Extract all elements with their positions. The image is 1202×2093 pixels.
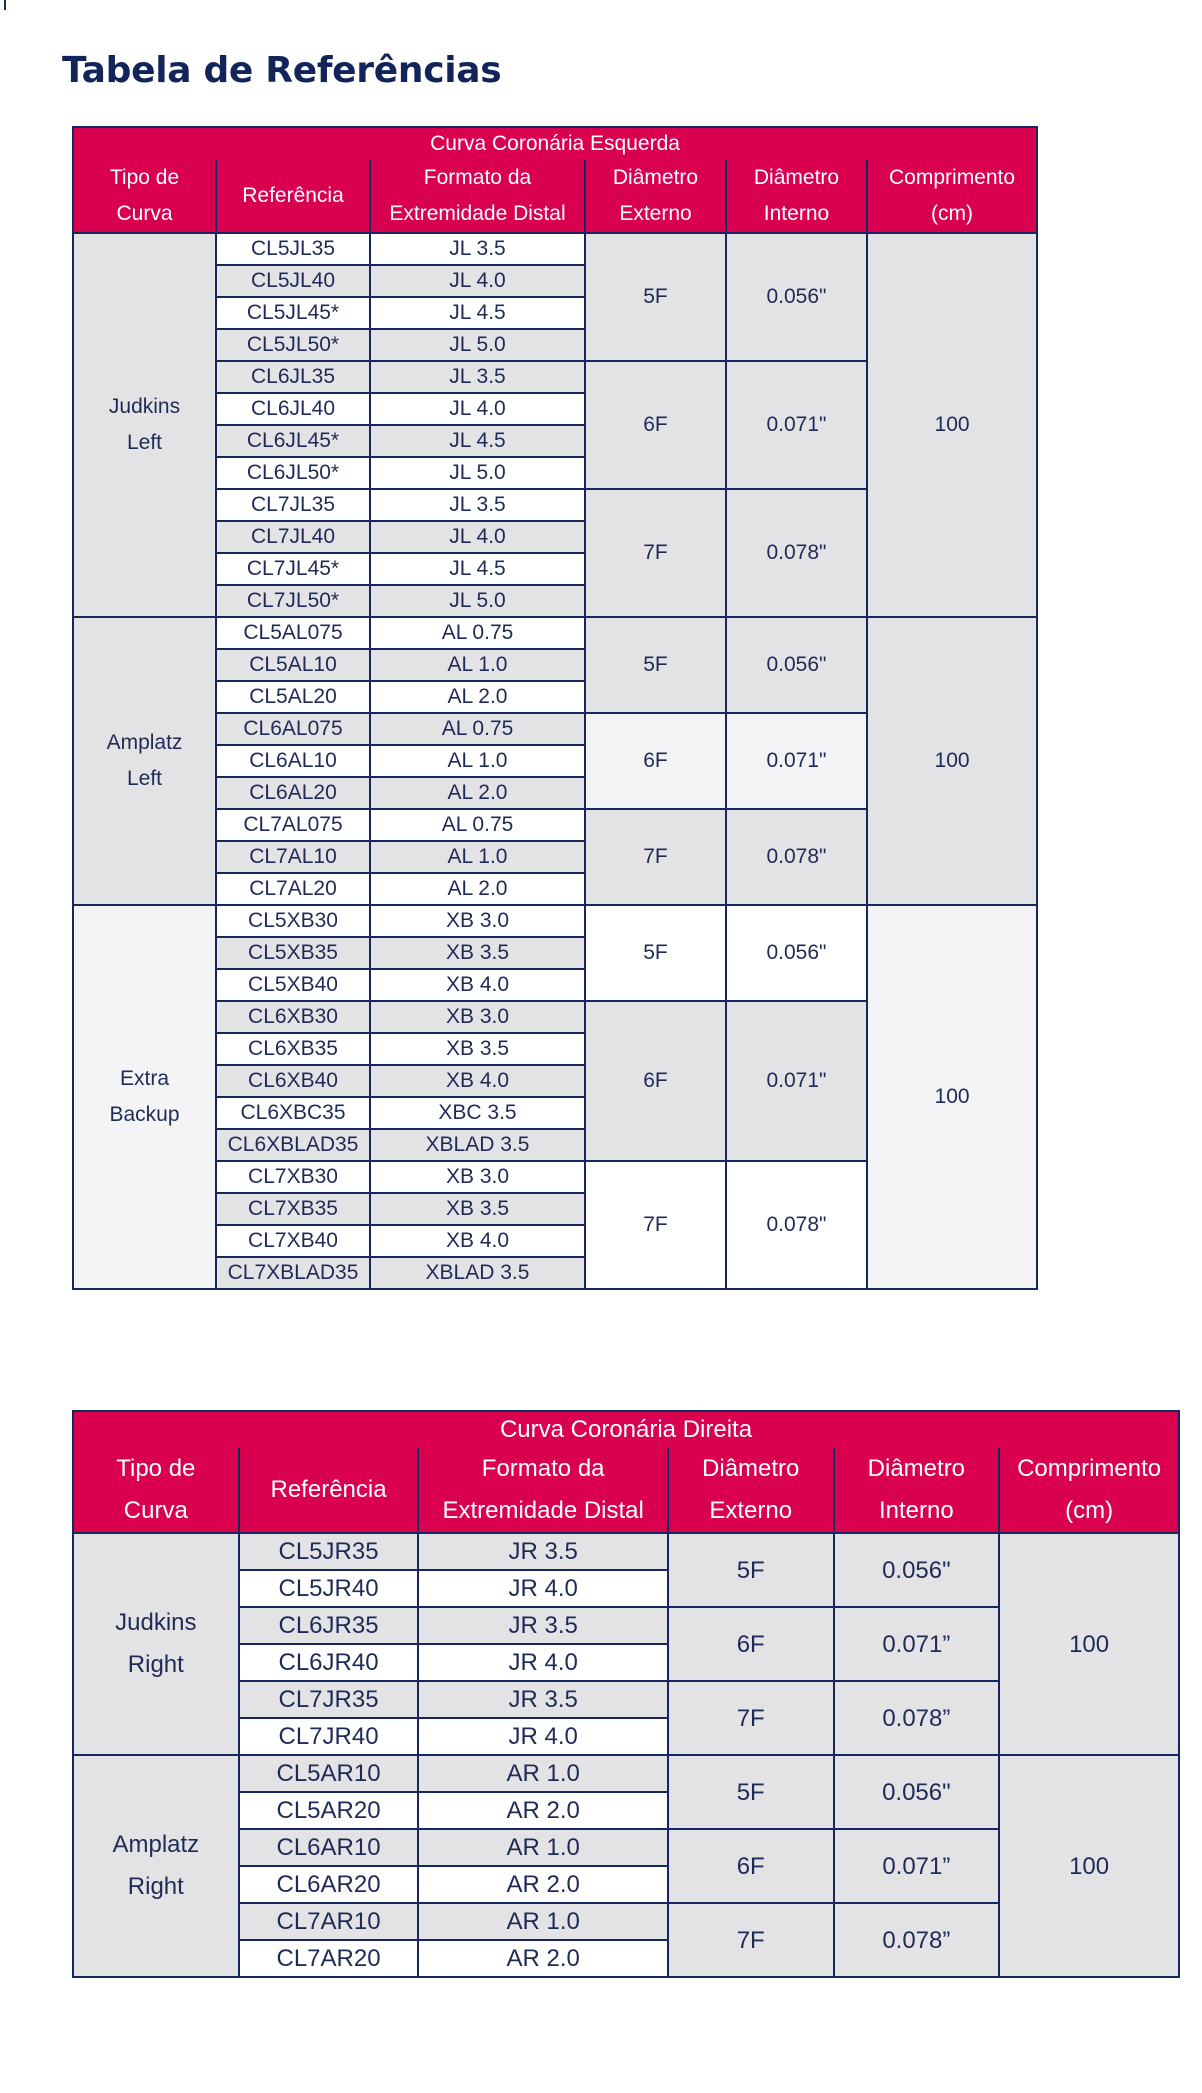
reference-cell: CL7JL45* xyxy=(216,553,370,585)
reference-cell: CL6XB35 xyxy=(216,1033,370,1065)
inner-diameter-cell: 0.071" xyxy=(726,1001,867,1161)
reference-cell: CL5JR35 xyxy=(239,1533,419,1570)
inner-diameter-cell: 0.056" xyxy=(726,233,867,361)
curve-type-cell xyxy=(73,617,216,905)
inner-diameter-cell: 0.071” xyxy=(834,1607,1000,1681)
header-formato-line-2: Extremidade Distal xyxy=(389,202,566,225)
length-cell: 100 xyxy=(867,233,1037,617)
curve-type-line-1: Judkins xyxy=(108,395,181,418)
inner-diameter-cell: 0.071" xyxy=(726,713,867,809)
header-diametro-interno-line-1: Diâmetro xyxy=(753,166,840,189)
inner-diameter-cell: 0.078" xyxy=(726,489,867,617)
distal-tip-cell: AL 2.0 xyxy=(370,777,585,809)
inner-diameter-cell: 0.056" xyxy=(726,617,867,713)
distal-tip-cell: JL 4.5 xyxy=(370,297,585,329)
distal-tip-cell: JL 3.5 xyxy=(370,233,585,265)
header-formato xyxy=(418,1448,667,1533)
table-title: Curva Coronária Direita xyxy=(73,1411,1179,1448)
distal-tip-cell: JR 3.5 xyxy=(418,1607,667,1644)
distal-tip-cell: AL 1.0 xyxy=(370,841,585,873)
outer-diameter-cell: 7F xyxy=(585,809,726,905)
distal-tip-cell: JR 3.5 xyxy=(418,1533,667,1570)
header-diametro-externo-line-2: Externo xyxy=(709,1497,793,1524)
table-row xyxy=(73,905,1037,937)
distal-tip-cell: XBLAD 3.5 xyxy=(370,1257,585,1289)
outer-diameter-cell: 5F xyxy=(585,617,726,713)
header-comprimento-line-2: (cm) xyxy=(1065,1497,1114,1524)
header-tipo-line-2: Curva xyxy=(116,202,173,225)
reference-cell: CL6XBLAD35 xyxy=(216,1129,370,1161)
reference-cell: CL7AR20 xyxy=(239,1940,419,1977)
header-formato-line-1: Formato da xyxy=(481,1455,605,1482)
distal-tip-cell: JL 4.0 xyxy=(370,265,585,297)
reference-cell: CL5XB30 xyxy=(216,905,370,937)
header-referencia: Referência xyxy=(239,1448,419,1533)
inner-diameter-cell: 0.056" xyxy=(834,1533,1000,1607)
curve-type-line-2: Backup xyxy=(109,1103,180,1126)
reference-cell: CL5AL10 xyxy=(216,649,370,681)
reference-cell: CL5JR40 xyxy=(239,1570,419,1607)
distal-tip-cell: AL 0.75 xyxy=(370,809,585,841)
distal-tip-cell: JL 3.5 xyxy=(370,361,585,393)
distal-tip-cell: JR 3.5 xyxy=(418,1681,667,1718)
distal-tip-cell: JL 5.0 xyxy=(370,329,585,361)
distal-tip-cell: XB 3.0 xyxy=(370,905,585,937)
distal-tip-cell: JL 3.5 xyxy=(370,489,585,521)
header-diametro-externo-line-1: Diâmetro xyxy=(702,1455,800,1482)
reference-cell: CL5AR20 xyxy=(239,1792,419,1829)
reference-cell: CL7XBLAD35 xyxy=(216,1257,370,1289)
reference-cell: CL7JL40 xyxy=(216,521,370,553)
inner-diameter-cell: 0.078” xyxy=(834,1903,1000,1977)
distal-tip-cell: XB 3.0 xyxy=(370,1001,585,1033)
curve-type-line-1: Extra xyxy=(119,1067,169,1090)
reference-cell: CL5AR10 xyxy=(239,1755,419,1792)
curve-type-line-2: Right xyxy=(127,1873,184,1900)
header-tipo xyxy=(73,160,216,233)
reference-cell: CL6JL45* xyxy=(216,425,370,457)
distal-tip-cell: XB 4.0 xyxy=(370,969,585,1001)
curve-type-cell xyxy=(73,1755,239,1977)
distal-tip-cell: JL 4.0 xyxy=(370,393,585,425)
distal-tip-cell: AL 0.75 xyxy=(370,617,585,649)
curve-type-line-1: Amplatz xyxy=(106,731,183,754)
outer-diameter-cell: 5F xyxy=(585,905,726,1001)
reference-cell: CL7AL075 xyxy=(216,809,370,841)
header-diametro-externo-line-1: Diâmetro xyxy=(612,166,699,189)
inner-diameter-cell: 0.071” xyxy=(834,1829,1000,1903)
distal-tip-cell: AR 2.0 xyxy=(418,1866,667,1903)
reference-cell: CL7XB35 xyxy=(216,1193,370,1225)
outer-diameter-cell: 6F xyxy=(585,1001,726,1161)
distal-tip-cell: AR 2.0 xyxy=(418,1792,667,1829)
reference-cell: CL5XB40 xyxy=(216,969,370,1001)
distal-tip-cell: XB 3.0 xyxy=(370,1161,585,1193)
distal-tip-cell: JR 4.0 xyxy=(418,1570,667,1607)
reference-cell: CL7JL50* xyxy=(216,585,370,617)
table-row xyxy=(73,617,1037,649)
curve-type-cell xyxy=(73,233,216,617)
left-coronary-table xyxy=(72,126,1038,1290)
distal-tip-cell: XB 4.0 xyxy=(370,1065,585,1097)
outer-diameter-cell: 6F xyxy=(668,1607,834,1681)
distal-tip-cell: AR 1.0 xyxy=(418,1829,667,1866)
outer-diameter-cell: 6F xyxy=(585,361,726,489)
curve-type-line-1: Judkins xyxy=(115,1609,197,1636)
distal-tip-cell: XB 4.0 xyxy=(370,1225,585,1257)
distal-tip-cell: AR 1.0 xyxy=(418,1755,667,1792)
distal-tip-cell: JL 5.0 xyxy=(370,585,585,617)
inner-diameter-cell: 0.056" xyxy=(726,905,867,1001)
distal-tip-cell: XB 3.5 xyxy=(370,1033,585,1065)
page-edge-mark xyxy=(4,0,6,10)
header-tipo-line-2: Curva xyxy=(123,1497,188,1524)
reference-cell: CL5JL35 xyxy=(216,233,370,265)
reference-cell: CL6AL10 xyxy=(216,745,370,777)
header-tipo-line-1: Tipo de xyxy=(116,1455,196,1482)
curve-type-line-2: Left xyxy=(126,431,163,454)
inner-diameter-cell: 0.078” xyxy=(834,1681,1000,1755)
header-diametro-externo xyxy=(668,1448,834,1533)
table-title-row xyxy=(73,127,1037,160)
header-comprimento-line-1: Comprimento xyxy=(1017,1455,1162,1482)
reference-cell: CL6JR35 xyxy=(239,1607,419,1644)
reference-cell: CL7JR40 xyxy=(239,1718,419,1755)
table-title: Curva Coronária Esquerda xyxy=(73,127,1037,160)
reference-cell: CL7XB30 xyxy=(216,1161,370,1193)
outer-diameter-cell: 7F xyxy=(668,1681,834,1755)
header-comprimento xyxy=(999,1448,1179,1533)
header-referencia: Referência xyxy=(216,160,370,233)
outer-diameter-cell: 5F xyxy=(668,1755,834,1829)
reference-cell: CL7XB40 xyxy=(216,1225,370,1257)
reference-cell: CL5AL20 xyxy=(216,681,370,713)
inner-diameter-cell: 0.078" xyxy=(726,809,867,905)
distal-tip-cell: XBC 3.5 xyxy=(370,1097,585,1129)
header-comprimento-line-1: Comprimento xyxy=(889,166,1016,189)
distal-tip-cell: AL 1.0 xyxy=(370,649,585,681)
header-tipo-line-1: Tipo de xyxy=(109,166,180,189)
distal-tip-cell: XBLAD 3.5 xyxy=(370,1129,585,1161)
reference-cell: CL7AL20 xyxy=(216,873,370,905)
reference-cell: CL6JL50* xyxy=(216,457,370,489)
table-row xyxy=(73,233,1037,265)
distal-tip-cell: AL 2.0 xyxy=(370,873,585,905)
outer-diameter-cell: 6F xyxy=(585,713,726,809)
inner-diameter-cell: 0.078" xyxy=(726,1161,867,1289)
reference-cell: CL7AR10 xyxy=(239,1903,419,1940)
header-diametro-interno-line-2: Interno xyxy=(763,202,830,225)
distal-tip-cell: JR 4.0 xyxy=(418,1718,667,1755)
reference-cell: CL6XB30 xyxy=(216,1001,370,1033)
length-cell: 100 xyxy=(999,1533,1179,1755)
reference-cell: CL6AL20 xyxy=(216,777,370,809)
distal-tip-cell: JL 5.0 xyxy=(370,457,585,489)
distal-tip-cell: AL 2.0 xyxy=(370,681,585,713)
distal-tip-cell: XB 3.5 xyxy=(370,937,585,969)
header-diametro-interno-line-2: Interno xyxy=(878,1497,954,1524)
distal-tip-cell: AR 1.0 xyxy=(418,1903,667,1940)
reference-cell: CL6AL075 xyxy=(216,713,370,745)
curve-type-line-2: Left xyxy=(126,767,163,790)
page-title: Tabela de Referências xyxy=(62,50,502,91)
header-formato-line-1: Formato da xyxy=(423,166,532,189)
table-title-row xyxy=(73,1411,1179,1448)
header-comprimento-line-2: (cm) xyxy=(931,202,974,225)
distal-tip-cell: JR 4.0 xyxy=(418,1644,667,1681)
reference-cell: CL5JL40 xyxy=(216,265,370,297)
header-tipo xyxy=(73,1448,239,1533)
reference-cell: CL7AL10 xyxy=(216,841,370,873)
distal-tip-cell: JL 4.5 xyxy=(370,553,585,585)
length-cell: 100 xyxy=(867,617,1037,905)
header-diametro-interno xyxy=(834,1448,1000,1533)
header-diametro-externo xyxy=(585,160,726,233)
inner-diameter-cell: 0.056" xyxy=(834,1755,1000,1829)
outer-diameter-cell: 5F xyxy=(585,233,726,361)
length-cell: 100 xyxy=(999,1755,1179,1977)
table-row xyxy=(73,1755,1179,1792)
table-row xyxy=(73,1533,1179,1570)
outer-diameter-cell: 7F xyxy=(668,1903,834,1977)
reference-cell: CL5XB35 xyxy=(216,937,370,969)
reference-cell: CL6AR10 xyxy=(239,1829,419,1866)
reference-cell: CL5AL075 xyxy=(216,617,370,649)
reference-cell: CL6JL35 xyxy=(216,361,370,393)
length-cell: 100 xyxy=(867,905,1037,1289)
distal-tip-cell: JL 4.5 xyxy=(370,425,585,457)
outer-diameter-cell: 6F xyxy=(668,1829,834,1903)
outer-diameter-cell: 7F xyxy=(585,1161,726,1289)
distal-tip-cell: AL 1.0 xyxy=(370,745,585,777)
inner-diameter-cell: 0.071" xyxy=(726,361,867,489)
reference-cell: CL6JR40 xyxy=(239,1644,419,1681)
reference-cell: CL6XB40 xyxy=(216,1065,370,1097)
reference-cell: CL7JR35 xyxy=(239,1681,419,1718)
outer-diameter-cell: 7F xyxy=(585,489,726,617)
reference-cell: CL7JL35 xyxy=(216,489,370,521)
header-diametro-interno-line-1: Diâmetro xyxy=(867,1455,966,1482)
reference-cell: CL5JL50* xyxy=(216,329,370,361)
reference-cell: CL6XBC35 xyxy=(216,1097,370,1129)
distal-tip-cell: AL 0.75 xyxy=(370,713,585,745)
outer-diameter-cell: 5F xyxy=(668,1533,834,1607)
reference-cell: CL5JL45* xyxy=(216,297,370,329)
header-formato-line-2: Extremidade Distal xyxy=(442,1497,644,1524)
distal-tip-cell: AR 2.0 xyxy=(418,1940,667,1977)
reference-cell: CL6AR20 xyxy=(239,1866,419,1903)
curve-type-cell xyxy=(73,1533,239,1755)
header-formato xyxy=(370,160,585,233)
curve-type-line-2: Right xyxy=(127,1651,184,1678)
distal-tip-cell: XB 3.5 xyxy=(370,1193,585,1225)
header-diametro-externo-line-2: Externo xyxy=(619,202,692,225)
reference-cell: CL6JL40 xyxy=(216,393,370,425)
curve-type-cell xyxy=(73,905,216,1289)
curve-type-line-1: Amplatz xyxy=(112,1831,200,1858)
distal-tip-cell: JL 4.0 xyxy=(370,521,585,553)
header-diametro-interno xyxy=(726,160,867,233)
right-coronary-table xyxy=(72,1410,1180,1978)
header-comprimento xyxy=(867,160,1037,233)
